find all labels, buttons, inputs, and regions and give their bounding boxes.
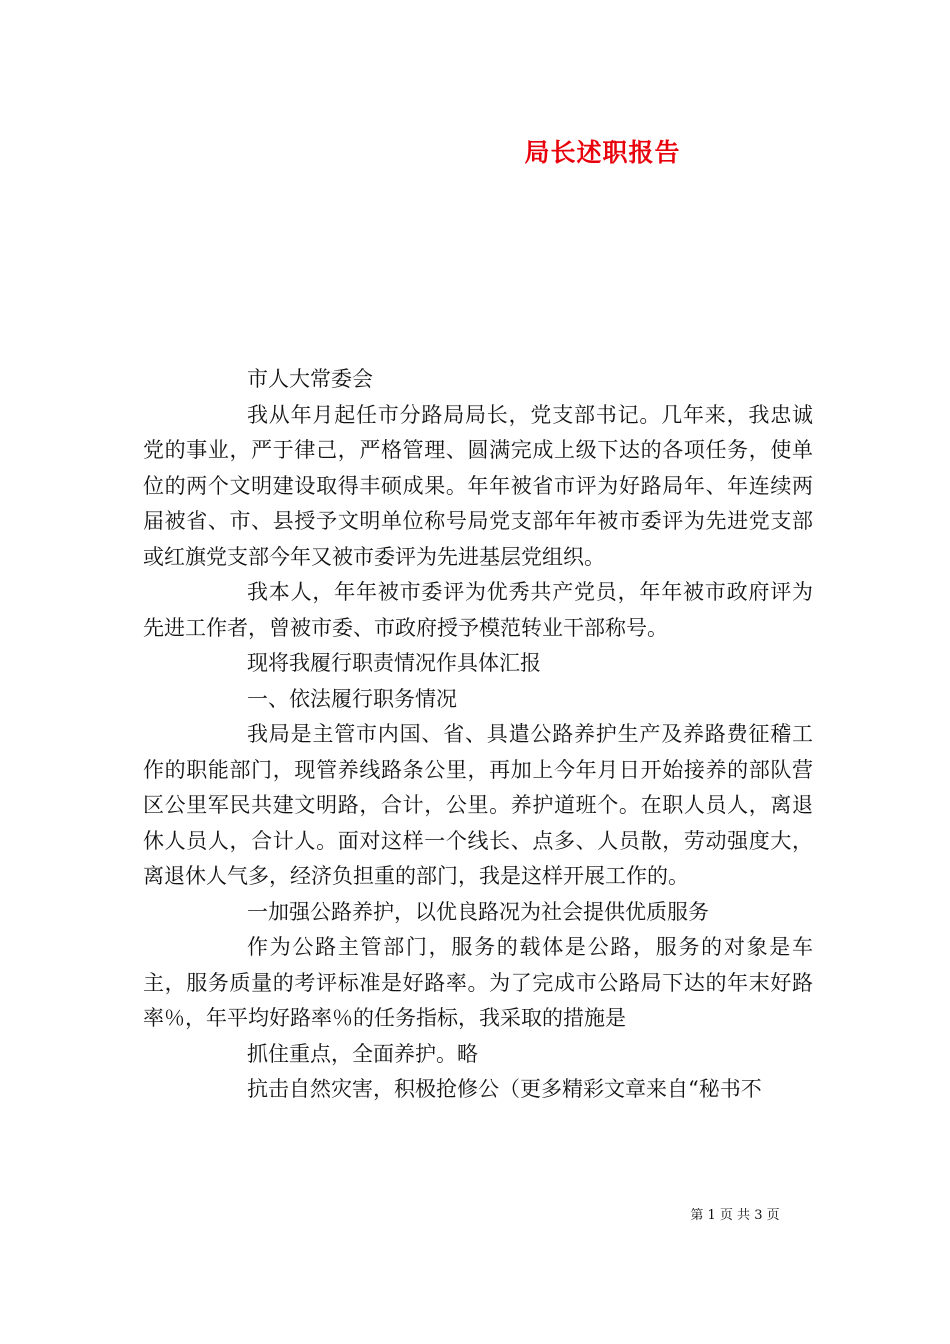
paragraph-bureau-overview: 我局是主管市内国、省、具遣公路养护生产及养路费征稽工作的职能部门，现管养线路条公里，再加上今年月日开始接养的部队营区公里军民共建文明路，合计，公里。养护道班个。在职人员人，离退休人员人，合计人。面对这样一个线长、点多、人员散，劳动强度大，离退休人气多，经济负担重的部门，我是这样开展工作的。 (143, 722, 813, 888)
paragraph-addressee: 市人大常委会 (247, 367, 373, 391)
paragraph-intro: 我从年月起任市分路局局长，党支部书记。几年来，我忠诚党的事业，严于律己，严格管理、圆满完成上级下达的各项任务，使单位的两个文明建设取得丰硕成果。年年被省市评为好路局年、年连续两届被省、市、县授予文明单位称号局党支部年年被市委评为先进党支部或红旗党支部今年又被市委评为先进基层党组织。 (143, 402, 813, 569)
document-title: 局长述职报告 (524, 138, 681, 167)
subsection-heading-1: 一加强公路养护，以优良路况为社会提供优质服务 (247, 899, 709, 924)
paragraph-personal-honors: 我本人，年年被市委评为优秀共产党员，年年被市政府评为先进工作者，曾被市委、市政府授予模范转业干部称号。 (143, 580, 813, 640)
document-body (143, 362, 813, 1108)
paragraph-service-quality: 作为公路主管部门，服务的载体是公路，服务的对象是车主，服务质量的考评标准是好路率。为了完成市公路局下达的年末好路率％，年平均好路率％的任务指标，我采取的措施是 (143, 935, 813, 1030)
paragraph-measure-1: 抓住重点，全面养护。略 (247, 1041, 478, 1066)
paragraph-report-lead: 现将我履行职责情况作具体汇报 (247, 651, 541, 675)
page-footer: 第 1 页 共 3 页 (690, 1208, 780, 1223)
paragraph-measure-2: 抗击自然灾害，积极抢修公（更多精彩文章来自“秘书不 (247, 1077, 762, 1101)
section-heading-1: 一、依法履行职务情况 (247, 686, 457, 711)
